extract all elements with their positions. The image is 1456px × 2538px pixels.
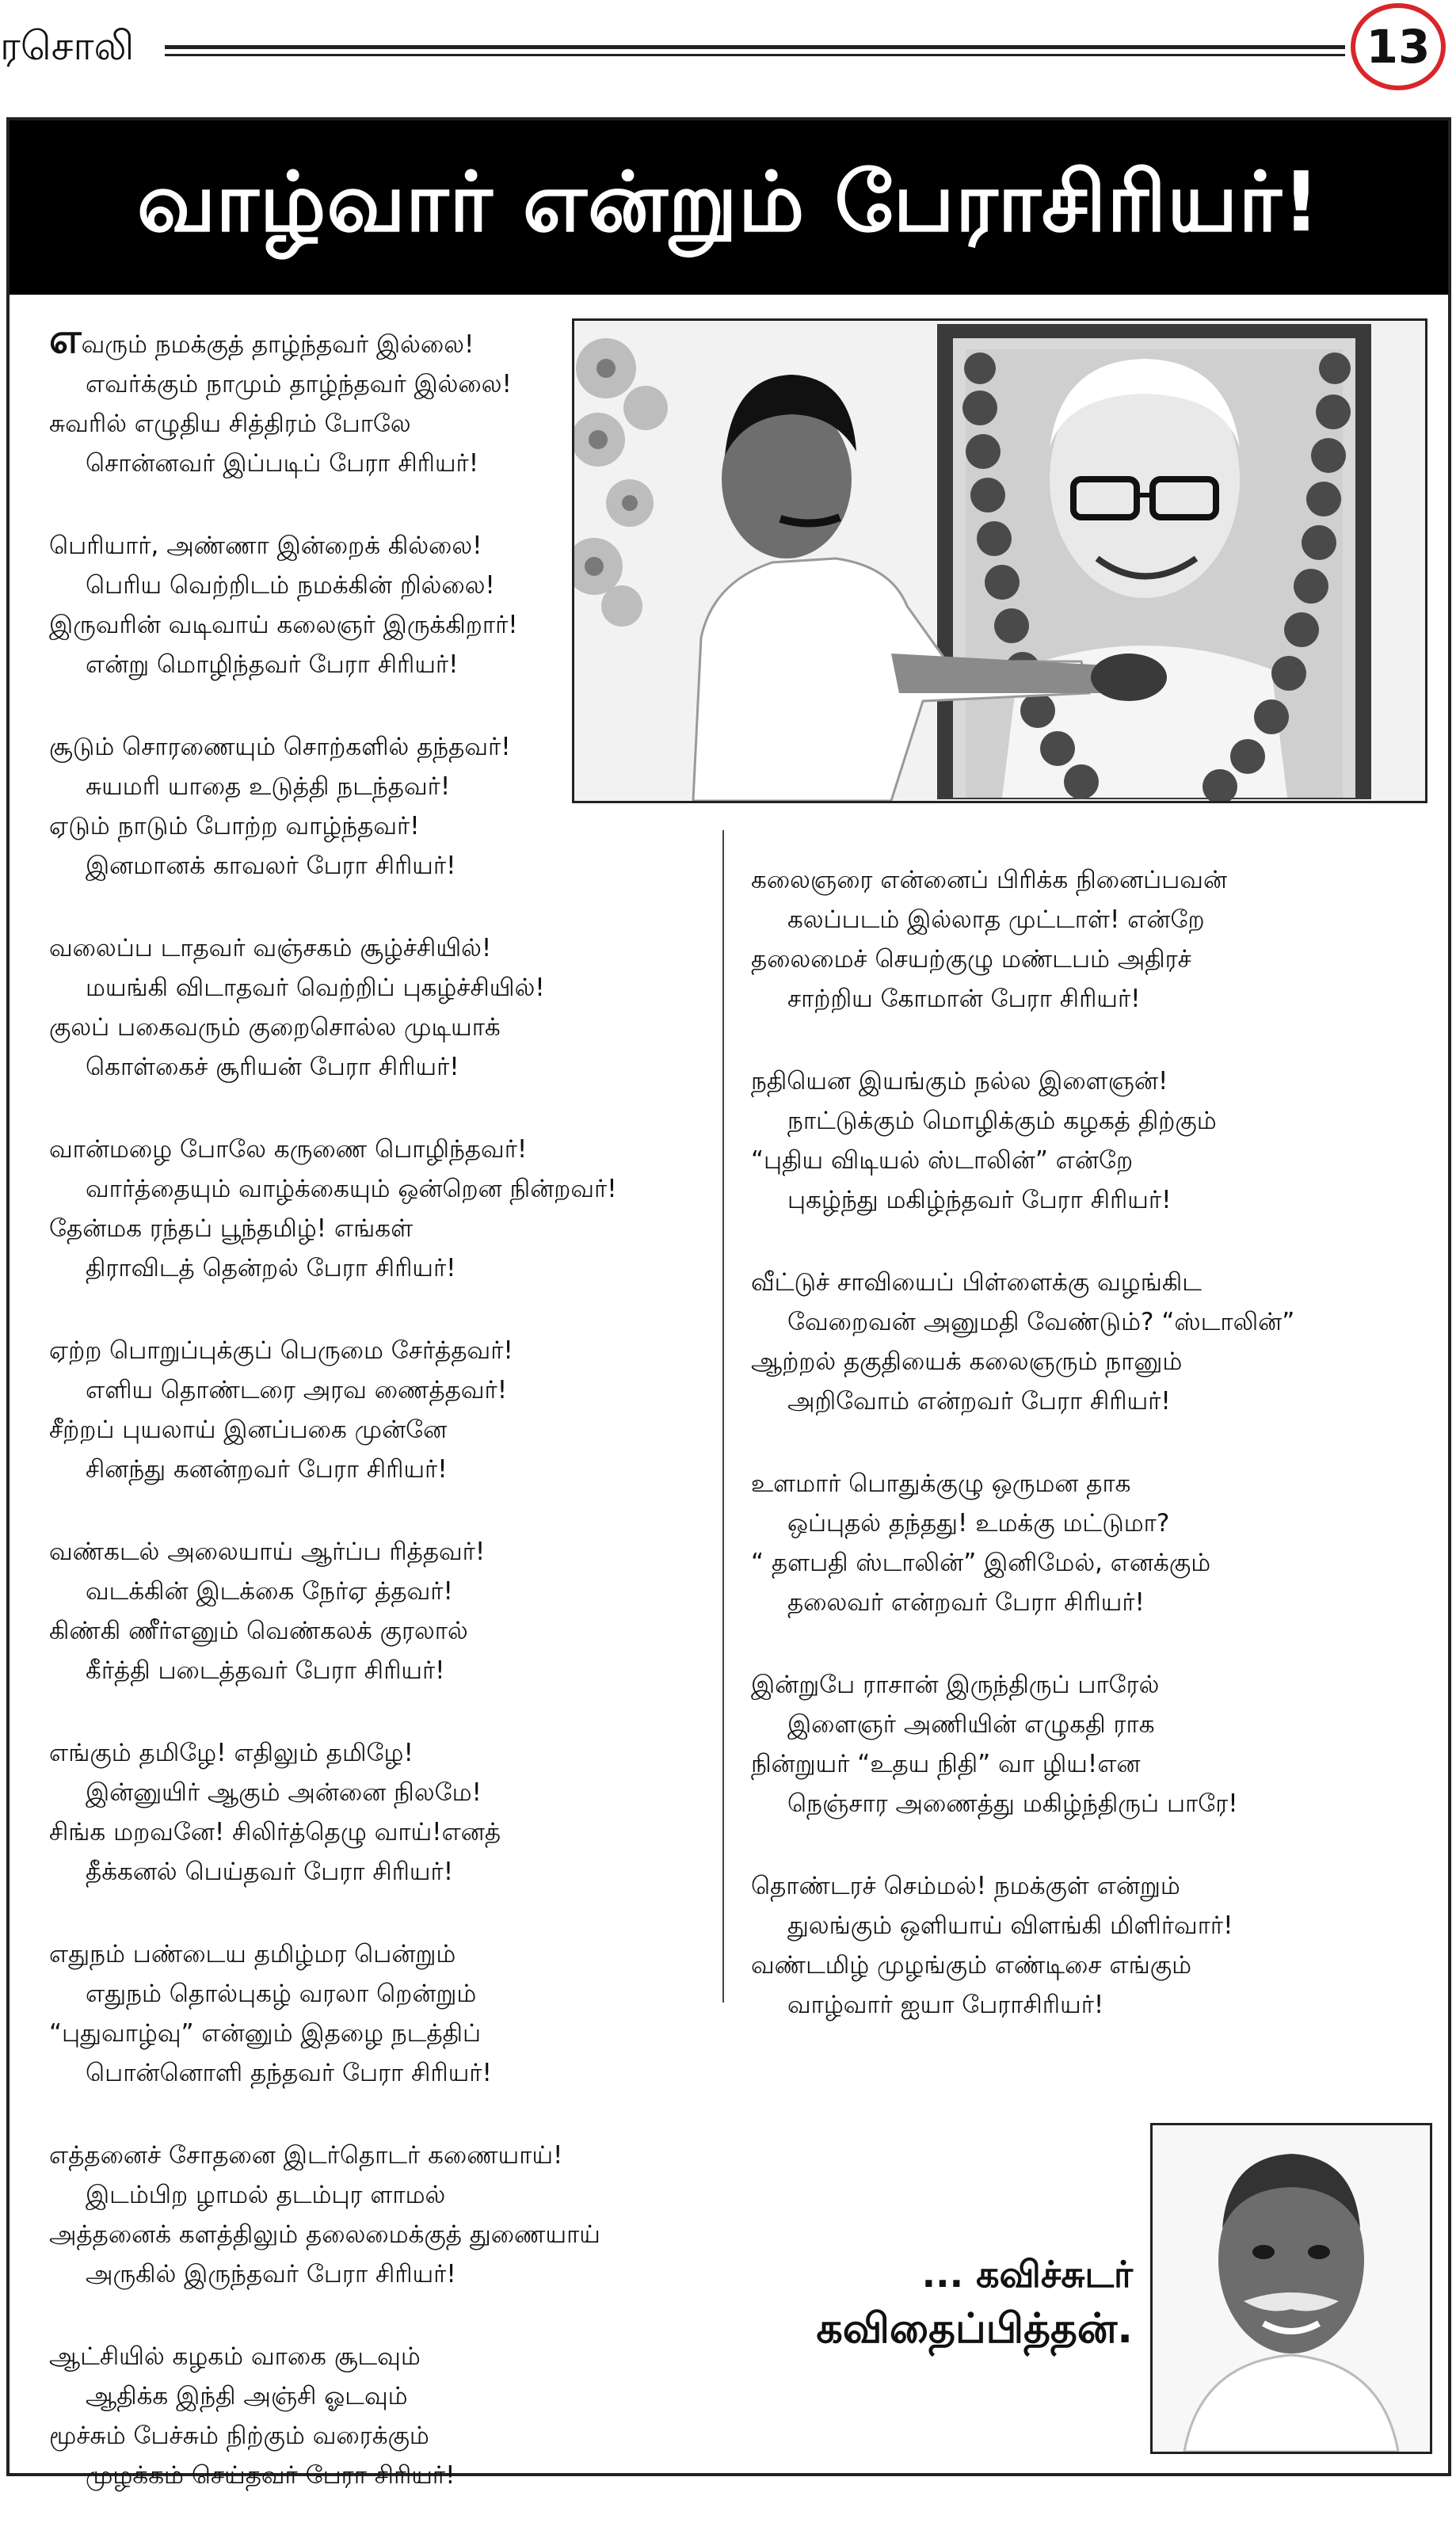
- poem-line: எதுநம் பண்டைய தமிழ்மர பென்றும்: [49, 1940, 456, 1968]
- stanza: [49, 526, 699, 684]
- poem-line: பெரியார், அண்ணா இன்றைக் கில்லை!: [49, 532, 482, 560]
- poem-line: மூச்சும் பேச்சும் நிற்கும் வரைக்கும்: [49, 2422, 429, 2450]
- poem-line: சுவரில் எழுதிய சித்திரம் போலே: [49, 410, 411, 438]
- tribute-photo-illustration: [574, 321, 1425, 801]
- tribute-photo: [572, 318, 1427, 803]
- stanza: [49, 1331, 699, 1489]
- page-number-badge: 13: [1351, 3, 1446, 90]
- poem-line: இன்னுயிர் ஆகும் அன்னை நிலமே!: [86, 1778, 482, 1807]
- poem-line: வாழ்வார் ஐயா பேராசிரியர்!: [787, 1991, 1104, 2019]
- author-portrait-illustration: [1153, 2125, 1430, 2452]
- stanza: [751, 1665, 1401, 1823]
- stanza: [49, 2337, 699, 2495]
- poem-line: நாட்டுக்கும் மொழிக்கும் கழகத் திற்கும்: [787, 1107, 1217, 1135]
- poem-line: இருவரின் வடிவாய் கலைஞர் இருக்கிறார்!: [49, 611, 518, 639]
- poem-line: இடம்பிற ழாமல் தடம்புர ளாமல்: [86, 2181, 446, 2209]
- poem-line: சொன்னவர் இப்படிப் பேரா சிரியர்!: [86, 449, 479, 478]
- masthead-rule: [165, 45, 1345, 56]
- poem-line: எங்கும் தமிழே! எதிலும் தமிழே!: [49, 1739, 414, 1767]
- poem-line: தீக்கனல் பெய்தவர் பேரா சிரியர்!: [86, 1858, 454, 1886]
- stanza: [751, 1061, 1401, 1220]
- poem-line: அத்தனைக் களத்திலும் தலைமைக்குத் துணையாய்: [49, 2220, 600, 2249]
- poem-line: துலங்கும் ஒளியாய் விளங்கி மிளிர்வார்!: [787, 1911, 1233, 1940]
- headline: வாழ்வார் என்றும் பேராசிரியர்!: [136, 154, 1321, 250]
- poem-line: எதுநம் தொல்புகழ் வரலா றென்றும்: [86, 1980, 477, 2008]
- stanza: [49, 1130, 699, 1288]
- poem-line: “புதிய விடியல் ஸ்டாலின்” என்றே: [751, 1146, 1134, 1175]
- stanza: [49, 1733, 699, 1892]
- poem-line: கொள்கைச் சூரியன் பேரா சிரியர்!: [86, 1053, 459, 1081]
- stanza: [751, 1263, 1401, 1421]
- stanza: [751, 1464, 1401, 1622]
- poem-line: சாற்றிய கோமான் பேரா சிரியர்!: [787, 985, 1141, 1013]
- poem-line: தொண்டரச் செம்மல்! நமக்குள் என்றும்: [751, 1872, 1180, 1900]
- poem-line: இனமானக் காவலர் பேரா சிரியர்!: [86, 852, 456, 880]
- stanza: [49, 1934, 699, 2093]
- stanza: [49, 315, 699, 483]
- poem-line: புகழ்ந்து மகிழ்ந்தவர் பேரா சிரியர்!: [787, 1186, 1172, 1214]
- byline: [800, 2248, 1133, 2357]
- poem-line: ஆட்சியில் கழகம் வாகை சூடவும்: [49, 2342, 421, 2371]
- poem-line: சினந்து கனன்றவர் பேரா சிரியர்!: [86, 1455, 448, 1484]
- stanza: [49, 2136, 699, 2294]
- headline-bar: [10, 120, 1448, 295]
- poem-line: கிண்கி ணீர்எனும் வெண்கலக் குரலால்: [49, 1617, 468, 1645]
- poem-line: எவர்க்கும் நாமும் தாழ்ந்தவர் இல்லை!: [86, 370, 512, 398]
- poem-line: சூடும் சொரணையும் சொற்களில் தந்தவர்!: [49, 733, 511, 761]
- poem-line: நெஞ்சார அணைத்து மகிழ்ந்திருப் பாரே!: [787, 1789, 1238, 1818]
- stanza: [49, 928, 699, 1087]
- poem-line: கலைஞரை என்னைப் பிரிக்க நினைப்பவன்: [751, 866, 1228, 894]
- poem-line: ஆற்றல் தகுதியைக் கலைஞரும் நானும்: [751, 1347, 1183, 1376]
- poem-line: பெரிய வெற்றிடம் நமக்கின் றில்லை!: [86, 571, 495, 600]
- newspaper-name: ரசொலி: [0, 23, 135, 69]
- author-photo: [1150, 2123, 1432, 2454]
- poem-line: சிங்க மறவனே! சிலிர்த்தெழு வாய்!எனத்: [49, 1818, 501, 1846]
- byline-prefix: ... கவிச்சுடர்: [921, 2253, 1133, 2296]
- poem-line: அருகில் இருந்தவர் பேரா சிரியர்!: [86, 2260, 456, 2288]
- masthead: [0, 0, 1456, 111]
- poem-line: எளிய தொண்டரை அரவ ணைத்தவர்!: [86, 1376, 508, 1404]
- column-divider: [722, 830, 724, 2003]
- poem-line: வார்த்தையும் வாழ்க்கையும் ஒன்றென நின்றவர்!: [86, 1175, 617, 1203]
- poem-line: உளமார் பொதுக்குழு ஒருமன தாக: [751, 1469, 1131, 1498]
- poem-line: “புதுவாழ்வு” என்னும் இதழை நடத்திப்: [49, 2019, 482, 2048]
- poem-line: பொன்னொளி தந்தவர் பேரா சிரியர்!: [86, 2059, 492, 2087]
- stanza: [49, 727, 699, 886]
- poem-line: வேறைவன் அனுமதி வேண்டும்? “ஸ்டாலின்”: [787, 1308, 1295, 1336]
- poem-line: இன்றுபே ராசான் இருந்திருப் பாரேல்: [751, 1671, 1160, 1699]
- drop-cap: எ: [49, 315, 82, 363]
- poem-line: இளைஞர் அணியின் எழுகதி ராக: [787, 1710, 1155, 1739]
- poem-line: ஆதிக்க இந்தி அஞ்சி ஓடவும்: [86, 2382, 408, 2410]
- stanza: [49, 1532, 699, 1690]
- poem-line: வடக்கின் இடக்கை நேர்ஏ த்தவர்!: [86, 1577, 453, 1606]
- stanza: [751, 1866, 1401, 2025]
- poem-line: திராவிடத் தென்றல் பேரா சிரியர்!: [86, 1254, 456, 1282]
- poem-line: குலப் பகைவரும் குறைசொல்ல முடியாக்: [49, 1013, 501, 1042]
- poem-line: தலைவர் என்றவர் பேரா சிரியர்!: [787, 1588, 1145, 1617]
- poem-line: வான்மழை போலே கருணை பொழிந்தவர்!: [49, 1135, 528, 1164]
- poem-line: அறிவோம் என்றவர் பேரா சிரியர்!: [787, 1387, 1171, 1416]
- poem-line: என்று மொழிந்தவர் பேரா சிரியர்!: [86, 650, 459, 679]
- poem-line: வண்டமிழ் முழங்கும் எண்டிசை எங்கும்: [751, 1951, 1192, 1980]
- poem-line: சீற்றப் புயலாய் இனப்பகை முன்னே: [49, 1416, 448, 1444]
- poem-column-left: [49, 315, 699, 2538]
- poem-line: வீட்டுச் சாவியைப் பிள்ளைக்கு வழங்கிட: [751, 1268, 1202, 1297]
- poem-line: சுயமரி யாதை உடுத்தி நடந்தவர்!: [86, 772, 451, 801]
- poem-line: கீர்த்தி படைத்தவர் பேரா சிரியர்!: [86, 1656, 445, 1685]
- poem-line: எத்தனைச் சோதனை இடர்தொடர் கணையாய்!: [49, 2141, 563, 2170]
- byline-author-name: கவிதைப்பித்தன்.: [816, 2305, 1133, 2353]
- poem-line: நதியென இயங்கும் நல்ல இளைஞன்!: [751, 1067, 1168, 1096]
- poem-line: மயங்கி விடாதவர் வெற்றிப் புகழ்ச்சியில்!: [86, 974, 545, 1002]
- poem-line: வண்கடல் அலையாய் ஆர்ப்ப ரித்தவர்!: [49, 1538, 486, 1566]
- poem-line: ஒப்புதல் தந்தது! உமக்கு மட்டுமா?: [787, 1509, 1170, 1538]
- poem-line: கலப்படம் இல்லாத முட்டாள்! என்றே: [787, 905, 1205, 934]
- poem-column-right: [751, 860, 1401, 2067]
- poem-line: “ தளபதி ஸ்டாலின்” இனிமேல், எனக்கும்: [751, 1549, 1211, 1577]
- poem-line: ஏற்ற பொறுப்புக்குப் பெருமை சேர்த்தவர்!: [49, 1336, 513, 1365]
- stanza: [751, 860, 1401, 1019]
- poem-line: தேன்மக ரந்தப் பூந்தமிழ்! எங்கள்: [49, 1214, 414, 1243]
- poem-line: நின்றுயர் “உதய நிதி” வா ழிய!என: [751, 1750, 1141, 1778]
- poem-line: ஏடும் நாடும் போற்ற வாழ்ந்தவர்!: [49, 812, 420, 840]
- poem-line: எவரும் நமக்குத் தாழ்ந்தவர் இல்லை!: [49, 315, 475, 363]
- poem-line: வலைப்ப டாதவர் வஞ்சகம் சூழ்ச்சியில்!: [49, 934, 492, 962]
- poem-line: தலைமைச் செயற்குழு மண்டபம் அதிரச்: [751, 945, 1191, 974]
- poem-line: முழக்கம் செய்தவர் பேரா சிரியர்!: [86, 2461, 455, 2490]
